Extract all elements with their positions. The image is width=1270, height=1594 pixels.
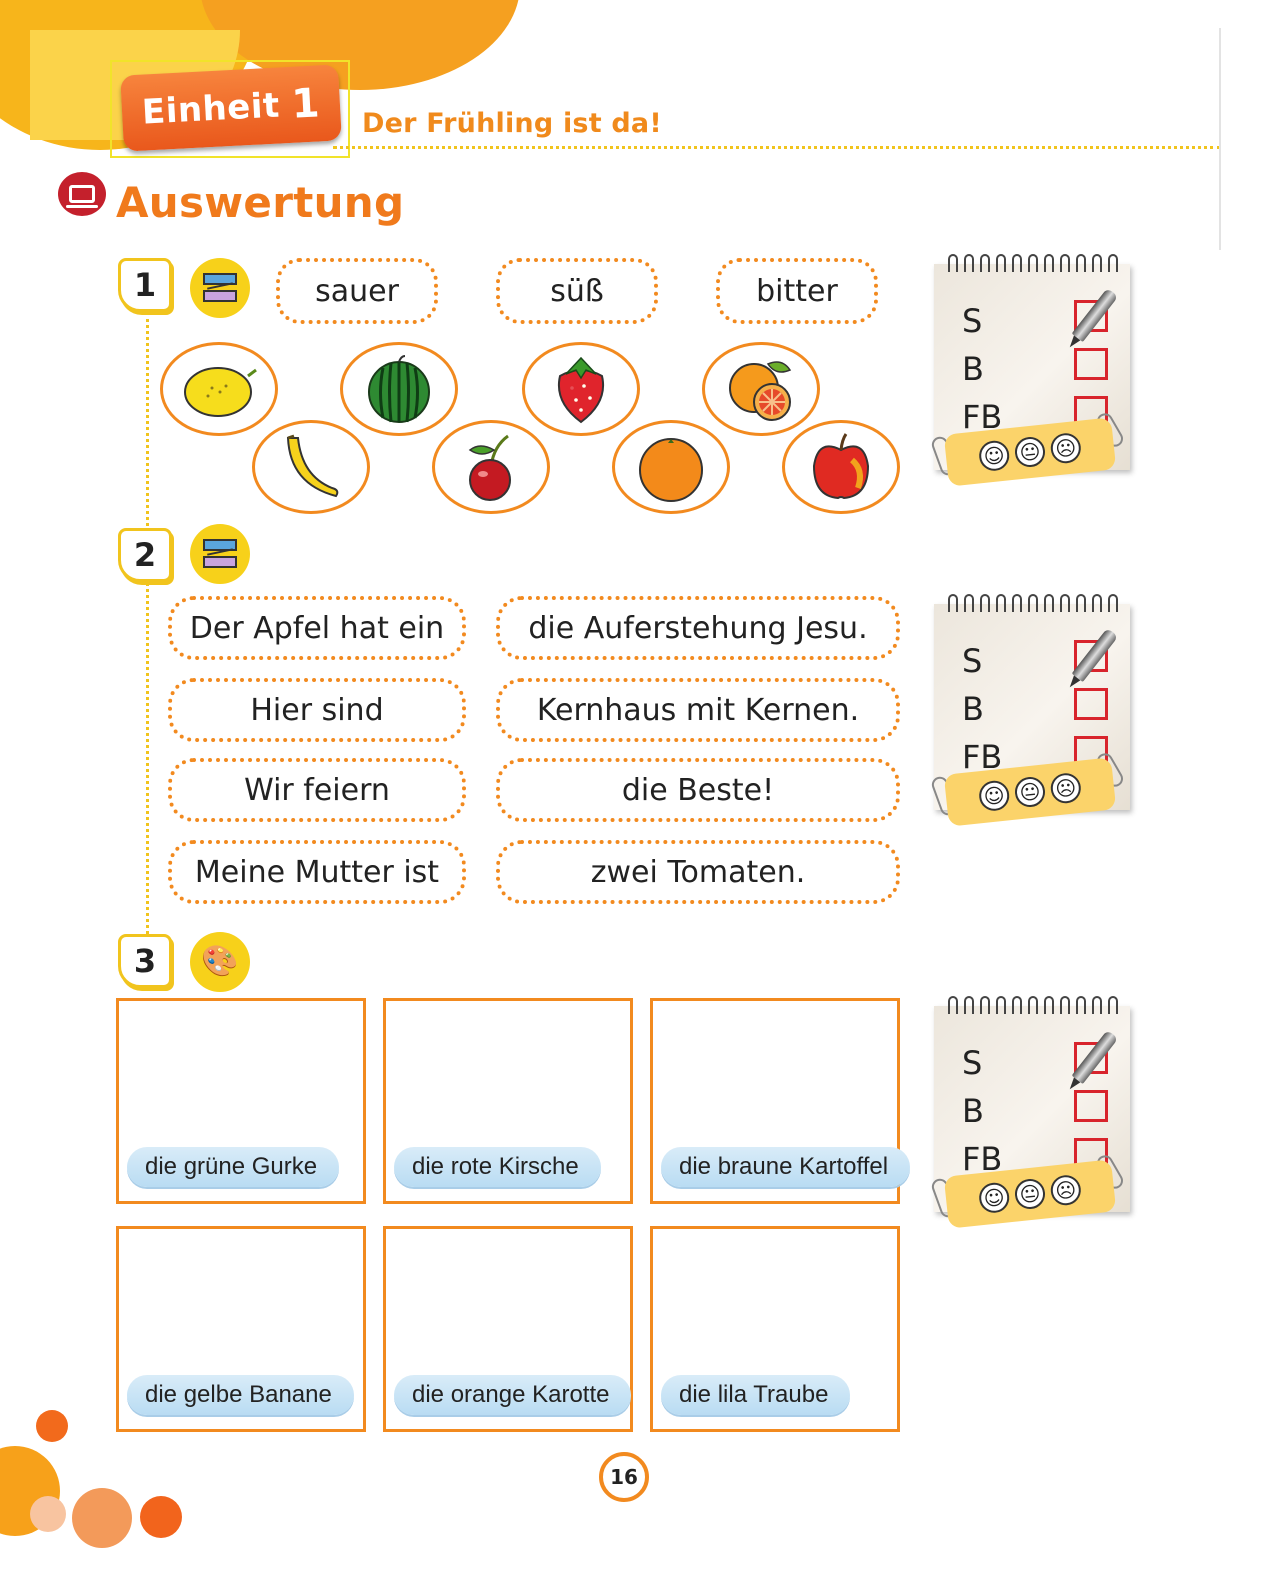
grapefruit-picture[interactable] xyxy=(702,342,820,436)
checkbox-b[interactable] xyxy=(1074,348,1108,380)
sad-face-icon[interactable]: ☹ xyxy=(1049,772,1082,805)
label-s: S xyxy=(962,1044,983,1082)
drawing-box[interactable] xyxy=(116,998,366,1204)
computer-screen-icon xyxy=(58,172,106,216)
sentence-start[interactable]: Der Apfel hat ein xyxy=(168,596,466,660)
exercise-1-number: 1 xyxy=(118,258,172,312)
exercise-2-number: 2 xyxy=(118,528,172,582)
unit-number: 1 xyxy=(290,80,322,128)
sentence-start[interactable]: Meine Mutter ist xyxy=(168,840,466,904)
lemon-picture[interactable] xyxy=(160,342,278,436)
decor-dot xyxy=(140,1496,182,1538)
drawing-box[interactable] xyxy=(116,1226,366,1432)
label-s: S xyxy=(962,642,983,680)
decor-dot xyxy=(72,1488,132,1548)
label-fb: FB xyxy=(962,1140,1003,1178)
label-b: B xyxy=(962,350,984,388)
label-fb: FB xyxy=(962,738,1003,776)
sentence-end[interactable]: zwei Tomaten. xyxy=(496,840,900,904)
drawing-box[interactable] xyxy=(650,998,900,1204)
neutral-face-icon[interactable]: 😐 xyxy=(1014,1178,1047,1211)
label-s: S xyxy=(962,302,983,340)
cloud-label: die rote Kirsche xyxy=(394,1147,601,1187)
apple-icon xyxy=(800,430,882,504)
pad-rings xyxy=(948,254,1118,272)
drawing-box[interactable] xyxy=(383,998,633,1204)
header-divider xyxy=(333,146,1221,149)
banana-icon xyxy=(270,430,352,504)
label-b: B xyxy=(962,1092,984,1130)
strawberry-picture[interactable] xyxy=(522,342,640,436)
label-fb: FB xyxy=(962,398,1003,436)
checkbox-b[interactable] xyxy=(1074,688,1108,720)
word-pill[interactable]: bitter xyxy=(716,258,878,324)
neutral-face-icon[interactable]: 😐 xyxy=(1014,436,1047,469)
happy-face-icon[interactable]: ☺ xyxy=(978,1181,1011,1214)
sentence-end[interactable]: die Auferstehung Jesu. xyxy=(496,596,900,660)
orange-icon xyxy=(630,430,712,504)
exercise-3-number: 3 xyxy=(118,934,172,988)
decor-dot xyxy=(30,1496,66,1532)
cloud-label: die braune Kartoffel xyxy=(661,1147,910,1187)
checkbox-b[interactable] xyxy=(1074,1090,1108,1122)
watermelon-picture[interactable] xyxy=(340,342,458,436)
cloud-label: die grüne Gurke xyxy=(127,1147,339,1187)
self-assessment-pad xyxy=(934,598,1130,812)
watermelon-icon xyxy=(358,352,440,426)
self-assessment-pad xyxy=(934,258,1130,472)
unit-title: Der Frühling ist da! xyxy=(362,108,662,139)
word-pill[interactable]: sauer xyxy=(276,258,438,324)
label-b: B xyxy=(962,690,984,728)
page-edge-line xyxy=(1219,28,1221,250)
pad-rings xyxy=(948,996,1118,1014)
cloud-label: die lila Traube xyxy=(661,1375,850,1415)
drawing-box[interactable] xyxy=(383,1226,633,1432)
happy-face-icon[interactable]: ☺ xyxy=(978,439,1011,472)
lemon-icon xyxy=(178,352,260,426)
drawing-box[interactable] xyxy=(650,1226,900,1432)
sentence-end[interactable]: die Beste! xyxy=(496,758,900,822)
paint-palette-icon: 🎨 xyxy=(190,932,250,992)
sentence-start[interactable]: Wir feiern xyxy=(168,758,466,822)
word-pill[interactable]: süß xyxy=(496,258,658,324)
sad-face-icon[interactable]: ☹ xyxy=(1049,1174,1082,1207)
grapefruit-icon xyxy=(720,352,802,426)
sentence-end[interactable]: Kernhaus mit Kernen. xyxy=(496,678,900,742)
match-icon xyxy=(190,524,250,584)
self-assessment-pad xyxy=(934,1000,1130,1214)
match-icon xyxy=(190,258,250,318)
strawberry-icon xyxy=(540,352,622,426)
unit-label: Einheit xyxy=(141,85,281,133)
cherry-picture[interactable] xyxy=(432,420,550,514)
decor-dot xyxy=(36,1410,68,1442)
cherry-icon xyxy=(450,430,532,504)
exercise-guide-line xyxy=(146,312,149,934)
cloud-label: die orange Karotte xyxy=(394,1375,631,1415)
sentence-start[interactable]: Hier sind xyxy=(168,678,466,742)
orange-picture[interactable] xyxy=(612,420,730,514)
apple-picture[interactable] xyxy=(782,420,900,514)
cloud-label: die gelbe Banane xyxy=(127,1375,354,1415)
sad-face-icon[interactable]: ☹ xyxy=(1049,432,1082,465)
banana-picture[interactable] xyxy=(252,420,370,514)
pad-rings xyxy=(948,594,1118,612)
section-title: Auswertung xyxy=(116,178,405,227)
page-number: 16 xyxy=(599,1452,649,1502)
unit-badge xyxy=(120,64,342,151)
happy-face-icon[interactable]: ☺ xyxy=(978,779,1011,812)
neutral-face-icon[interactable]: 😐 xyxy=(1014,776,1047,809)
